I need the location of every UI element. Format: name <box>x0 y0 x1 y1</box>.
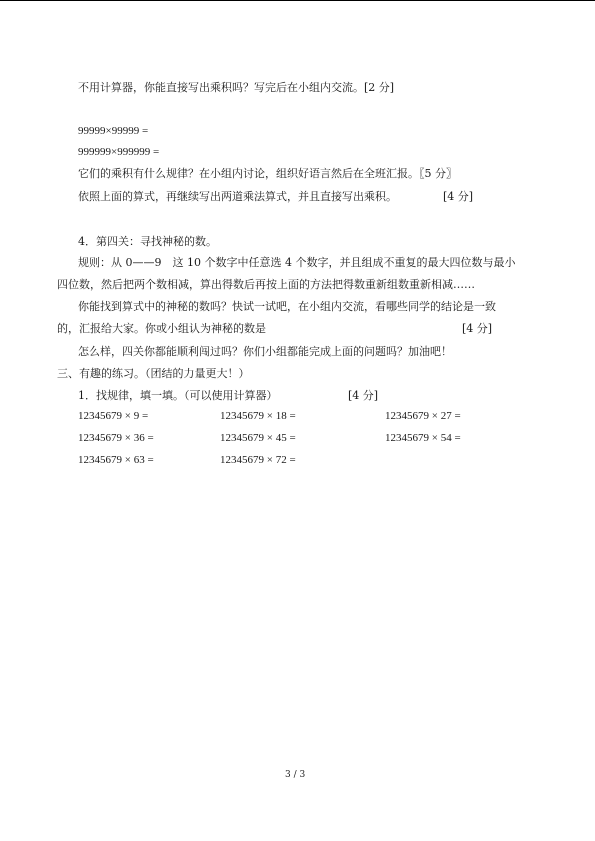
calc-item: 12345679 × 45 = <box>220 432 296 444</box>
calc-item: 12345679 × 36 = <box>78 432 154 444</box>
section-3-heading: 三、有趣的练习。（团结的力量更大！） <box>57 367 250 380</box>
instruction-no-calculator: 不用计算器，你能直接写出乘积吗？写完后在小组内交流。[2 分] <box>78 81 395 94</box>
encouragement-text: 怎么样，四关你都能顺利闯过吗？你们小组都能完成上面的问题吗？加油吧！ <box>78 345 452 358</box>
question-product-pattern: 它们的乘积有什么规律？在小组内讨论，组织好语言然后在全班汇报。〖5 分〗 <box>78 167 457 180</box>
rules-line-2: 四位数，然后把两个数相减，算出得数后再按上面的方法把得数重新组数重新相减…… <box>57 278 475 291</box>
calc-item: 12345679 × 54 = <box>385 432 461 444</box>
equation-99999-squared: 99999×99999 = <box>78 125 149 137</box>
exercise-1-heading: 1．找规律，填一填。（可以使用计算器） <box>78 389 278 402</box>
page-number: 3 / 3 <box>285 770 306 780</box>
score-label: [4 分] <box>348 389 379 402</box>
calc-item: 12345679 × 72 = <box>220 454 296 466</box>
equation-999999-squared: 999999×999999 = <box>78 146 160 158</box>
find-number-line-2: 的，汇报给大家。你或小组认为神秘的数是 <box>57 322 266 335</box>
question-write-more: 依照上面的算式，再继续写出两道乘法算式，并且直接写出乘积。 <box>78 190 397 203</box>
stage4-heading: 4．第四关：寻找神秘的数。 <box>78 235 217 248</box>
calc-item: 12345679 × 9 = <box>78 410 149 422</box>
calc-item: 12345679 × 63 = <box>78 454 154 466</box>
score-label: [4 分] <box>443 190 474 203</box>
calc-item: 12345679 × 18 = <box>220 410 296 422</box>
score-label: [4 分] <box>462 322 493 335</box>
top-border-line <box>0 0 595 1</box>
find-number-line-1: 你能找到算式中的神秘的数吗？快试一试吧，在小组内交流，看哪些同学的结论是一致 <box>78 300 496 313</box>
calc-item: 12345679 × 27 = <box>385 410 461 422</box>
rules-line-1: 规则：从 0——9 这 10 个数字中任意选 4 个数字，并且组成不重复的最大四位数与最小 <box>78 256 516 269</box>
